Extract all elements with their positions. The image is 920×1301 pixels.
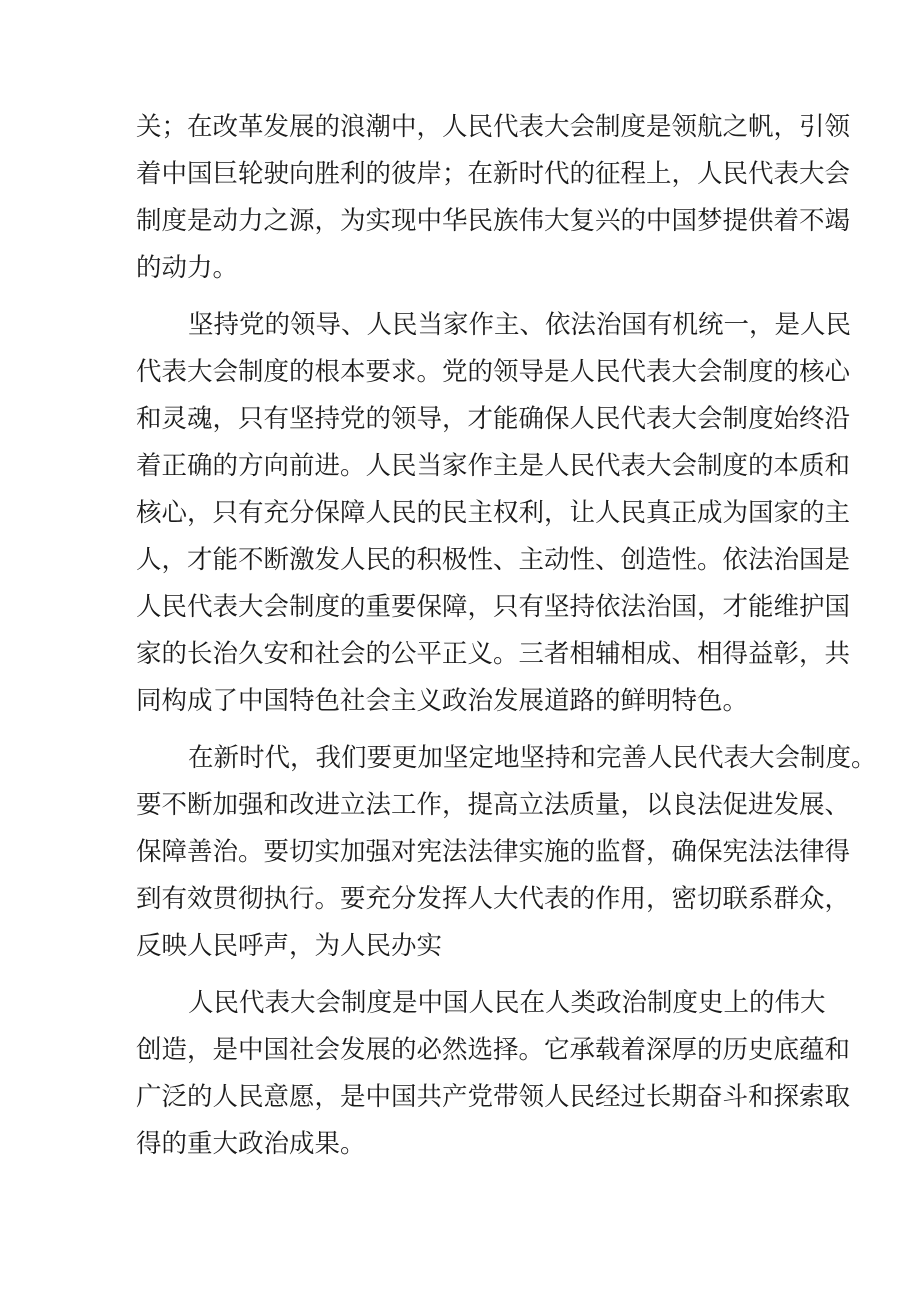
paragraph-line: 到有效贯彻执行。要充分发挥人大代表的作用，密切联系群众， [136, 884, 851, 914]
document-body [136, 104, 877, 1168]
paragraph-line: 着中国巨轮驶向胜利的彼岸；在新时代的征程上，人民代表大会 [136, 159, 851, 189]
paragraph-line: 家的长治久安和社会的公平正义。三者相辅相成、相得益彰，共 [136, 639, 851, 669]
paragraph-line: 广泛的人民意愿，是中国共产党带领人民经过长期奋斗和探索取 [136, 1082, 851, 1112]
paragraph-line: 核心，只有充分保障人民的民主权利，让人民真正成为国家的主 [136, 498, 851, 528]
paragraph-line: 要不断加强和改进立法工作，提高立法质量，以良法促进发展、 [136, 790, 851, 820]
paragraph-line: 代表大会制度的根本要求。党的领导是人民代表大会制度的核心 [136, 357, 851, 387]
paragraph-line: 人民代表大会制度的重要保障，只有坚持依法治国，才能维护国 [136, 592, 851, 622]
paragraph-line: 反映人民呼声，为人民办实 [136, 931, 443, 961]
paragraph-line: 的动力。 [136, 253, 239, 283]
paragraph-line: 关；在改革发展的浪潮中，人民代表大会制度是领航之帆，引领 [136, 112, 851, 142]
paragraph-line: 得的重大政治成果。 [136, 1129, 366, 1159]
paragraph-4 [136, 980, 851, 1168]
paragraph-line: 人民代表大会制度是中国人民在人类政治制度史上的伟大 [188, 988, 826, 1018]
paragraph-line: 同构成了中国特色社会主义政治发展道路的鲜明特色。 [136, 686, 749, 716]
paragraph-line: 创造，是中国社会发展的必然选择。它承载着深厚的历史底蕴和 [136, 1035, 851, 1065]
paragraph-line: 着正确的方向前进。人民当家作主是人民代表大会制度的本质和 [136, 451, 851, 481]
paragraph-2 [136, 302, 852, 725]
paragraph-line: 人，才能不断激发人民的积极性、主动性、创造性。依法治国是 [136, 545, 851, 575]
paragraph-line: 坚持党的领导、人民当家作主、依法治国有机统一，是人民 [188, 310, 852, 340]
paragraph-line: 和灵魂，只有坚持党的领导，才能确保人民代表大会制度始终沿 [136, 404, 851, 434]
paragraph-line: 保障善治。要切实加强对宪法法律实施的监督，确保宪法法律得 [136, 837, 851, 867]
paragraph-line: 制度是动力之源，为实现中华民族伟大复兴的中国梦提供着不竭 [136, 206, 851, 236]
paragraph-line: 在新时代，我们要更加坚定地坚持和完善人民代表大会制度。 [188, 743, 877, 773]
paragraph-3 [136, 735, 877, 970]
paragraph-1 [136, 104, 851, 292]
